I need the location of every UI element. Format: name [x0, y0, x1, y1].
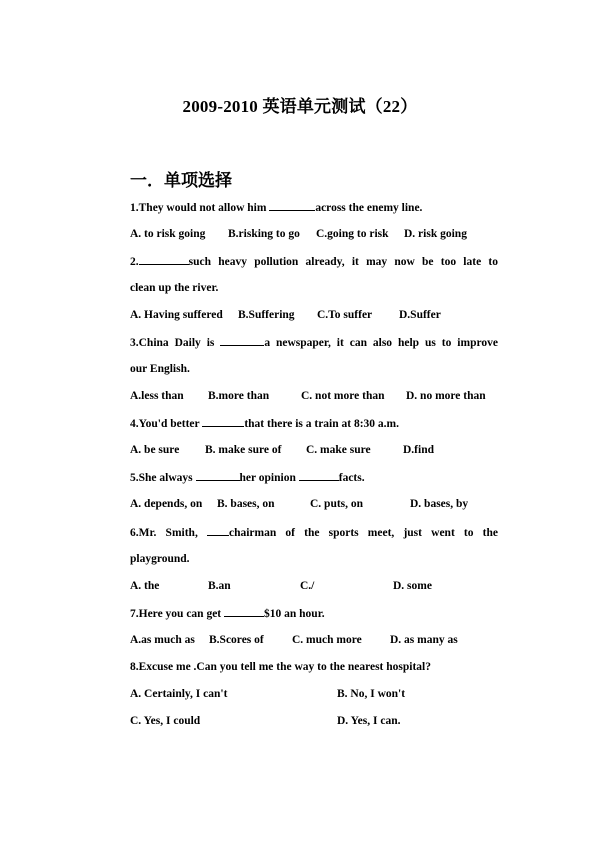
answer-blank — [269, 200, 315, 211]
answer-blank — [202, 416, 244, 427]
option-a: A. the — [130, 580, 160, 592]
question-2-stem-line1: 2. such heavy pollution already, it may now be too late to — [130, 256, 498, 268]
answer-blank — [220, 335, 264, 346]
answer-blank — [196, 470, 240, 481]
option-a: A.as much as — [130, 634, 195, 646]
option-a: A. Certainly, I can't — [130, 688, 228, 700]
option-b: B. No, I won't — [337, 688, 406, 700]
answer-blank — [139, 254, 189, 265]
answer-blank — [299, 470, 339, 481]
question-3-stem-line1: 3.China Daily is a newspaper, it can also help us to improve — [130, 337, 498, 349]
option-b: B.Scores of — [209, 634, 264, 646]
option-c: C./ — [300, 580, 315, 592]
option-c: C. much more — [292, 634, 362, 646]
option-c: C.going to risk — [316, 228, 389, 240]
question-1-stem: 1.They would not allow him across the enemy line. — [130, 202, 423, 214]
option-b: B.an — [208, 580, 231, 592]
option-c: C. puts, on — [310, 498, 364, 510]
question-7-stem: 7.Here you can get $10 an hour. — [130, 608, 325, 620]
option-b: B. make sure of — [205, 444, 282, 456]
option-d: D.Suffer — [399, 309, 441, 321]
option-d: D.find — [403, 444, 434, 456]
question-3-stem-line2: our English. — [130, 363, 190, 375]
option-a: A. Having suffered — [130, 309, 223, 321]
option-d: D. as many as — [390, 634, 458, 646]
option-b: B. bases, on — [217, 498, 275, 510]
option-d: D. Yes, I can. — [337, 715, 401, 727]
option-c: C. Yes, I could — [130, 715, 201, 727]
question-8-stem: 8.Excuse me .Can you tell me the way to the nearest hospital? — [130, 661, 431, 673]
option-a: A. depends, on — [130, 498, 203, 510]
option-a: A. to risk going — [130, 228, 206, 240]
question-6-stem-line2: playground. — [130, 553, 190, 565]
section-heading: 一．单项选择 — [130, 171, 232, 190]
option-c: C.To suffer — [317, 309, 373, 321]
question-6-stem-line1: 6.Mr. Smith, chairman of the sports meet, just went to the — [130, 527, 498, 539]
page-title: 2009-2010 英语单元测试（22） — [182, 97, 418, 116]
option-b: B.risking to go — [228, 228, 300, 240]
option-d: D. risk going — [404, 228, 467, 240]
option-d: D. some — [393, 580, 432, 592]
option-a: A. be sure — [130, 444, 180, 456]
option-a: A.less than — [130, 390, 184, 402]
question-5-stem: 5.She always her opinion facts. — [130, 472, 365, 484]
option-d: D. bases, by — [410, 498, 469, 510]
option-b: B.Suffering — [238, 309, 295, 321]
answer-blank — [207, 525, 229, 536]
answer-blank — [224, 606, 264, 617]
option-c: C. not more than — [301, 390, 385, 402]
question-4-stem: 4.You'd better that there is a train at 8:30 a.m. — [130, 418, 400, 430]
question-2-stem-line2: clean up the river. — [130, 282, 219, 294]
option-b: B.more than — [208, 390, 270, 402]
option-c: C. make sure — [306, 444, 371, 456]
option-d: D. no more than — [406, 390, 486, 402]
